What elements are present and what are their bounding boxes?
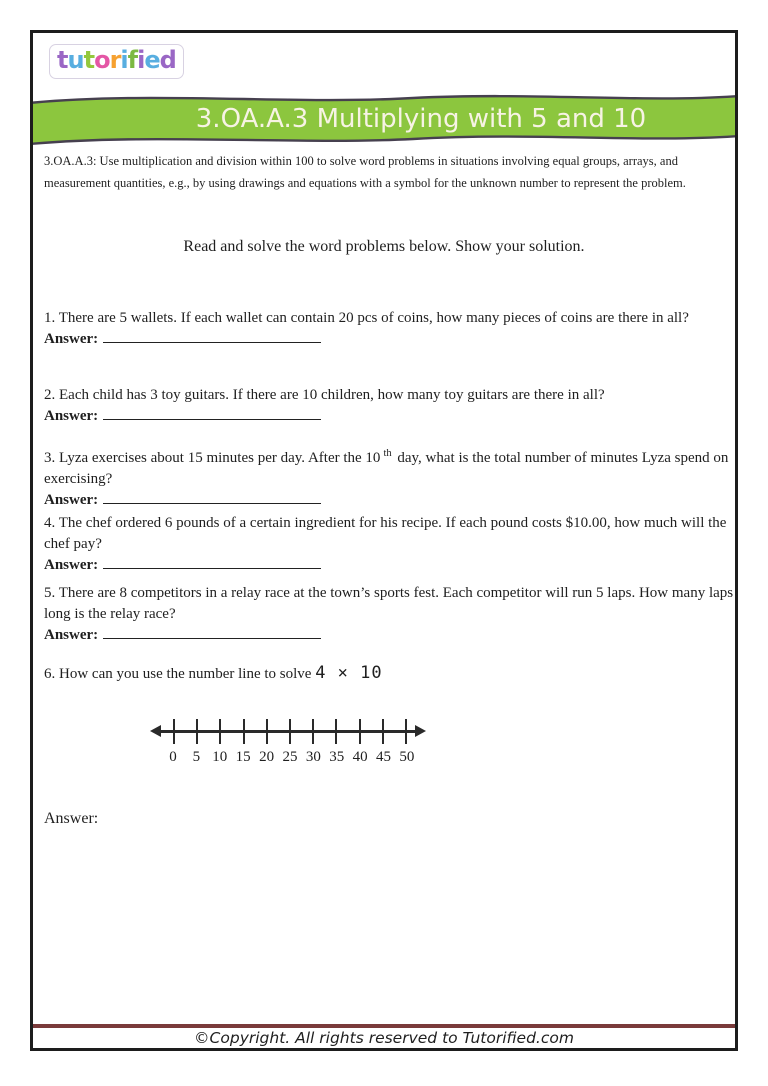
tick-mark <box>382 719 384 744</box>
problem-5-text: 5. There are 8 competitors in a relay race at the town’s sports fest. Each competitor will run 5 laps. How many laps long is the relay race? <box>44 585 734 622</box>
problem-2-text: 2. Each child has 3 toy guitars. If there are 10 children, how many toy guitars are there in all? <box>44 387 605 403</box>
problem-6-equation: 4 × 10 <box>315 663 383 683</box>
problem-5-answer-row <box>44 625 734 646</box>
number-line <box>150 705 426 767</box>
answer-label: Answer: <box>44 627 99 643</box>
answer-blank <box>103 329 321 343</box>
problem-2-answer-row <box>44 406 734 427</box>
ordinal-superscript: th <box>383 448 392 459</box>
problem-1 <box>44 308 734 350</box>
tick-mark <box>405 719 407 744</box>
tick-mark <box>335 719 337 744</box>
problem-4-text: 4. The chef ordered 6 pounds of a certain ingredient for his recipe. If each pound costs $10.00, how much will the chef pay? <box>44 515 727 552</box>
problem-5 <box>44 583 734 646</box>
problem-2 <box>44 385 734 427</box>
answer-label: Answer: <box>44 557 99 573</box>
tick-mark <box>359 719 361 744</box>
tick-marks <box>173 719 407 744</box>
tick-mark <box>173 719 175 744</box>
answer-blank <box>103 490 321 504</box>
problem-3 <box>44 443 734 511</box>
worksheet-title: 3.OA.A.3 Multiplying with 5 and 10 <box>195 104 647 134</box>
problem-1-text: 1. There are 5 wallets. If each wallet can contain 20 pcs of coins, how many pieces of coins are there in all? <box>44 310 689 326</box>
arrow-right-icon <box>415 725 426 737</box>
problem-1-answer-row <box>44 329 734 350</box>
problem-3-part2: day, what is the total number of minutes Lyza spend on exercising? <box>44 450 729 487</box>
tutorified-logo <box>49 44 184 79</box>
instructions: Read and solve the word problems below. Show your solution. <box>183 238 585 255</box>
copyright-text: ©Copyright. All rights reserved to Tutorified.com <box>194 1029 574 1047</box>
standard-description: 3.OA.A.3: Use multiplication and division within 100 to solve word problems in situations involving equal groups, arrays, and measurement quantities, e.g., by using drawings and equations with a symbol for the unknown number to represent the problem. <box>44 154 686 190</box>
problem-6 <box>44 663 734 685</box>
problem-3-part1: 3. Lyza exercises about 15 minutes per day. After the 10 <box>44 450 381 466</box>
answer-blank <box>103 406 321 420</box>
problem-4-answer-row <box>44 555 734 576</box>
answer-label: Answer: <box>44 408 99 424</box>
tick-mark <box>266 719 268 744</box>
problem-6-text: 6. How can you use the number line to solve <box>44 666 316 682</box>
tick-mark <box>243 719 245 744</box>
answer-6-label: Answer: <box>44 810 99 827</box>
worksheet-content <box>33 33 735 1048</box>
answer-blank <box>103 555 321 569</box>
problem-4 <box>44 513 734 576</box>
tick-mark <box>196 719 198 744</box>
tick-mark <box>312 719 314 744</box>
problem-3-text <box>44 443 734 490</box>
answer-label: Answer: <box>44 492 99 508</box>
number-line-labels: 0 5 10 15 20 25 30 35 40 45 50 <box>169 749 415 765</box>
title-banner <box>33 86 735 148</box>
tick-mark <box>289 719 291 744</box>
tick-mark <box>219 719 221 744</box>
problem-3-answer-row <box>44 490 734 511</box>
worksheet-page <box>30 30 738 1051</box>
logo-letters: tutorified <box>57 46 176 74</box>
answer-label: Answer: <box>44 331 99 347</box>
answer-blank <box>103 625 321 639</box>
footer-rule <box>33 1024 735 1028</box>
